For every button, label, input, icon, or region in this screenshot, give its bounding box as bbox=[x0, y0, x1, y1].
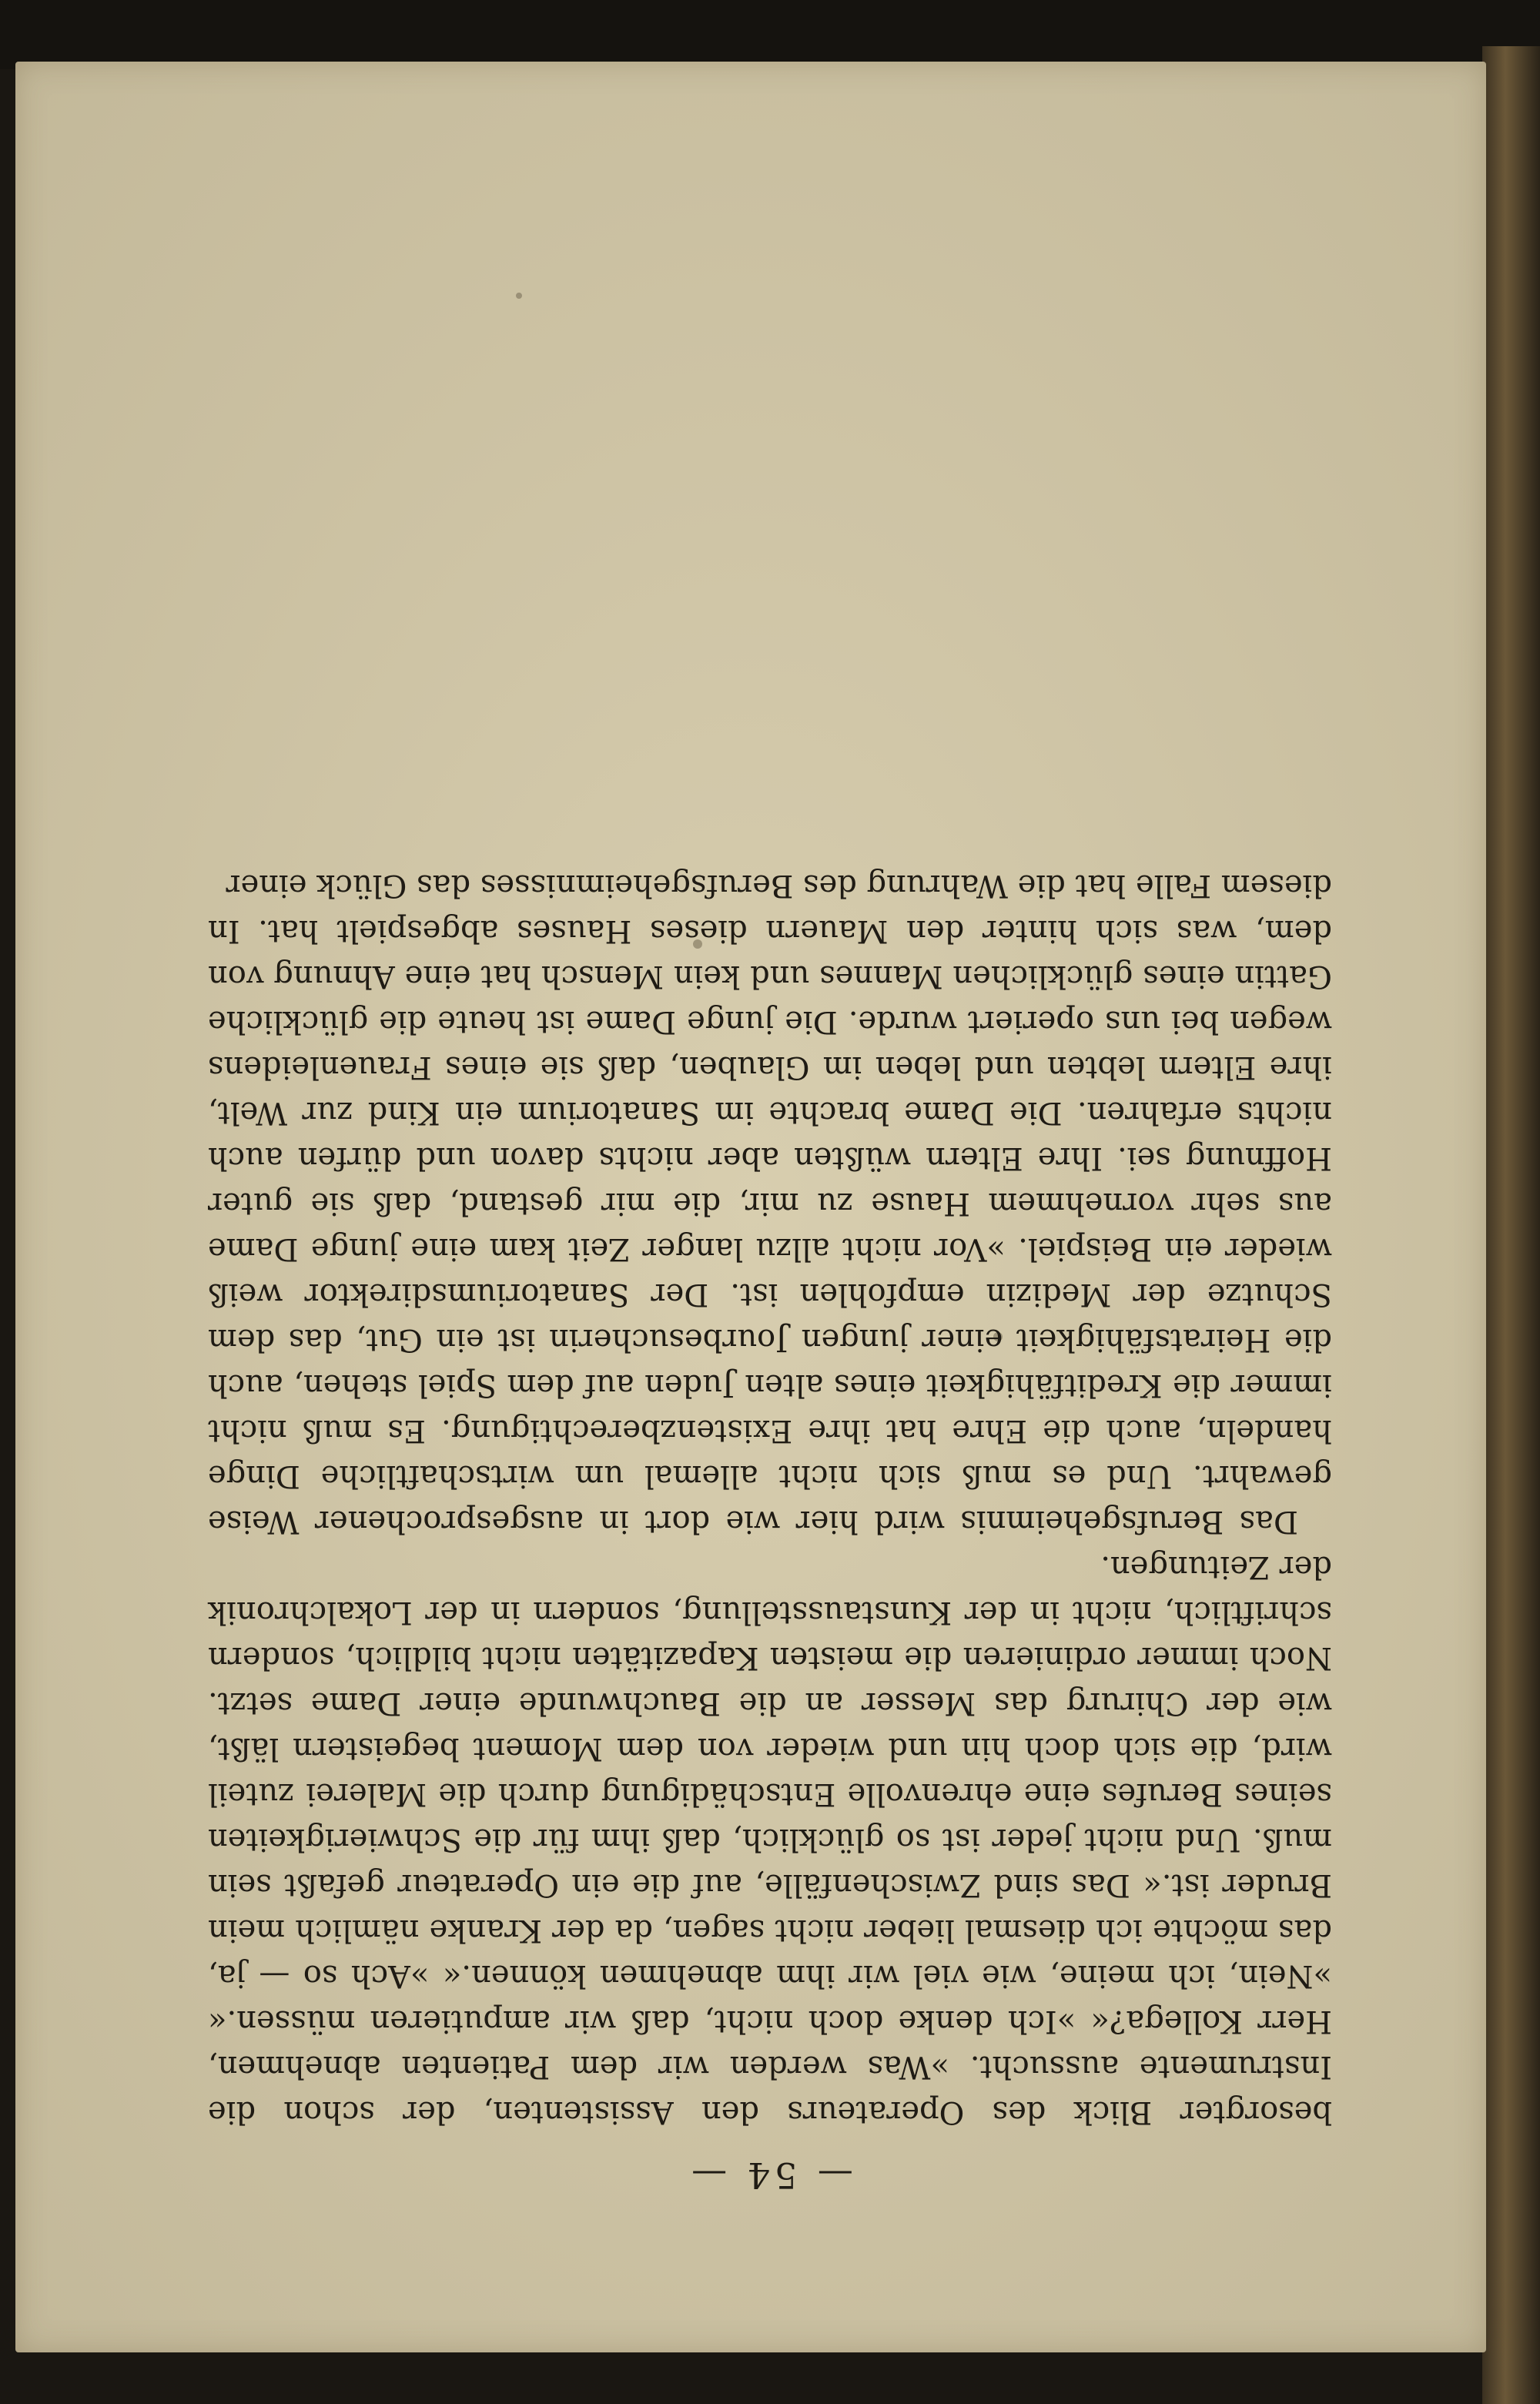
scan-background-top bbox=[0, 0, 1540, 69]
book-page bbox=[15, 62, 1486, 2352]
book-page-edge bbox=[1482, 46, 1540, 2404]
page-number: — 54 — bbox=[687, 2155, 853, 2196]
page-content-upside-down bbox=[208, 339, 1332, 2202]
paragraph: Das Berufsgeheimnis wird hier wie dort in ausgesprochener Weise gewahrt. Und es muß sich nicht allemal um wirtschaftliche Dinge handeln, auch die Ehre hat ihre Existenzberechtigung. Es muß nicht immer die Kreditfähigkeit eines alten Juden auf dem Spiel stehen, auch die Heiratsfähigkeit einer jungen Jourbesucherin ist ein Gut, das dem Schutze der Medizin empfohlen ist. Der Sanatoriumsdirektor weiß wieder ein Beispiel. »Vor nicht allzu langer Zeit kam eine junge Dame aus sehr vornehmem Hause zu mir, die mir gestand, daß sie guter Hoffnung sei. Ihre Eltern wüßten aber nichts davon und dürfen auch nichts erfahren. Die Dame brachte im Sanatorium ein Kind zur Welt, ihre Eltern lebten und leben im Glauben, daß sie eines Frauenleidens wegen bei uns operiert wurde. Die junge Dame ist heute die glückliche Gattin eines glücklichen Mannes und kein Mensch hat eine Ahnung von dem, was sich hinter den Mauern dieses Hauses abgespielt hat. In diesem Falle hat die Wahrung des Berufsgeheimnisses das Glück einer bbox=[208, 868, 1332, 1539]
body-text bbox=[208, 862, 1332, 2134]
paper-speck bbox=[516, 293, 522, 299]
paragraph: besorgter Blick des Operateurs den Assistenten, der schon die Instrumente aussucht. »Was werden wir dem Patienten abnehmen, Herr Kollega?« »Ich denke doch nicht, daß wir amputieren müssen.« »Nein, ich meine, wie viel wir ihm abnehmen können.« »Ach so — ja, das möchte ich diesmal lieber nicht sagen, da der Kranke nämlich mein Bruder ist.« Das sind Zwischenfälle, auf die ein Operateur gefaßt sein muß. Und nicht jeder ist so glücklich, daß ihm für die Schwierigkeiten seines Berufes eine ehrenvolle Entschädigung durch die Malerei zuteil wird, die sich doch hin und wieder von dem Moment begeistern läßt, wie der Chirurg das Messer an die Bauchwunde einer Dame setzt. Noch immer ordinieren die meisten Kapazitäten nicht bildlich, sondern schriftlich, nicht in der Kunstausstellung, sondern in der Lokalchronik der Zeitungen. bbox=[208, 1549, 1332, 2130]
